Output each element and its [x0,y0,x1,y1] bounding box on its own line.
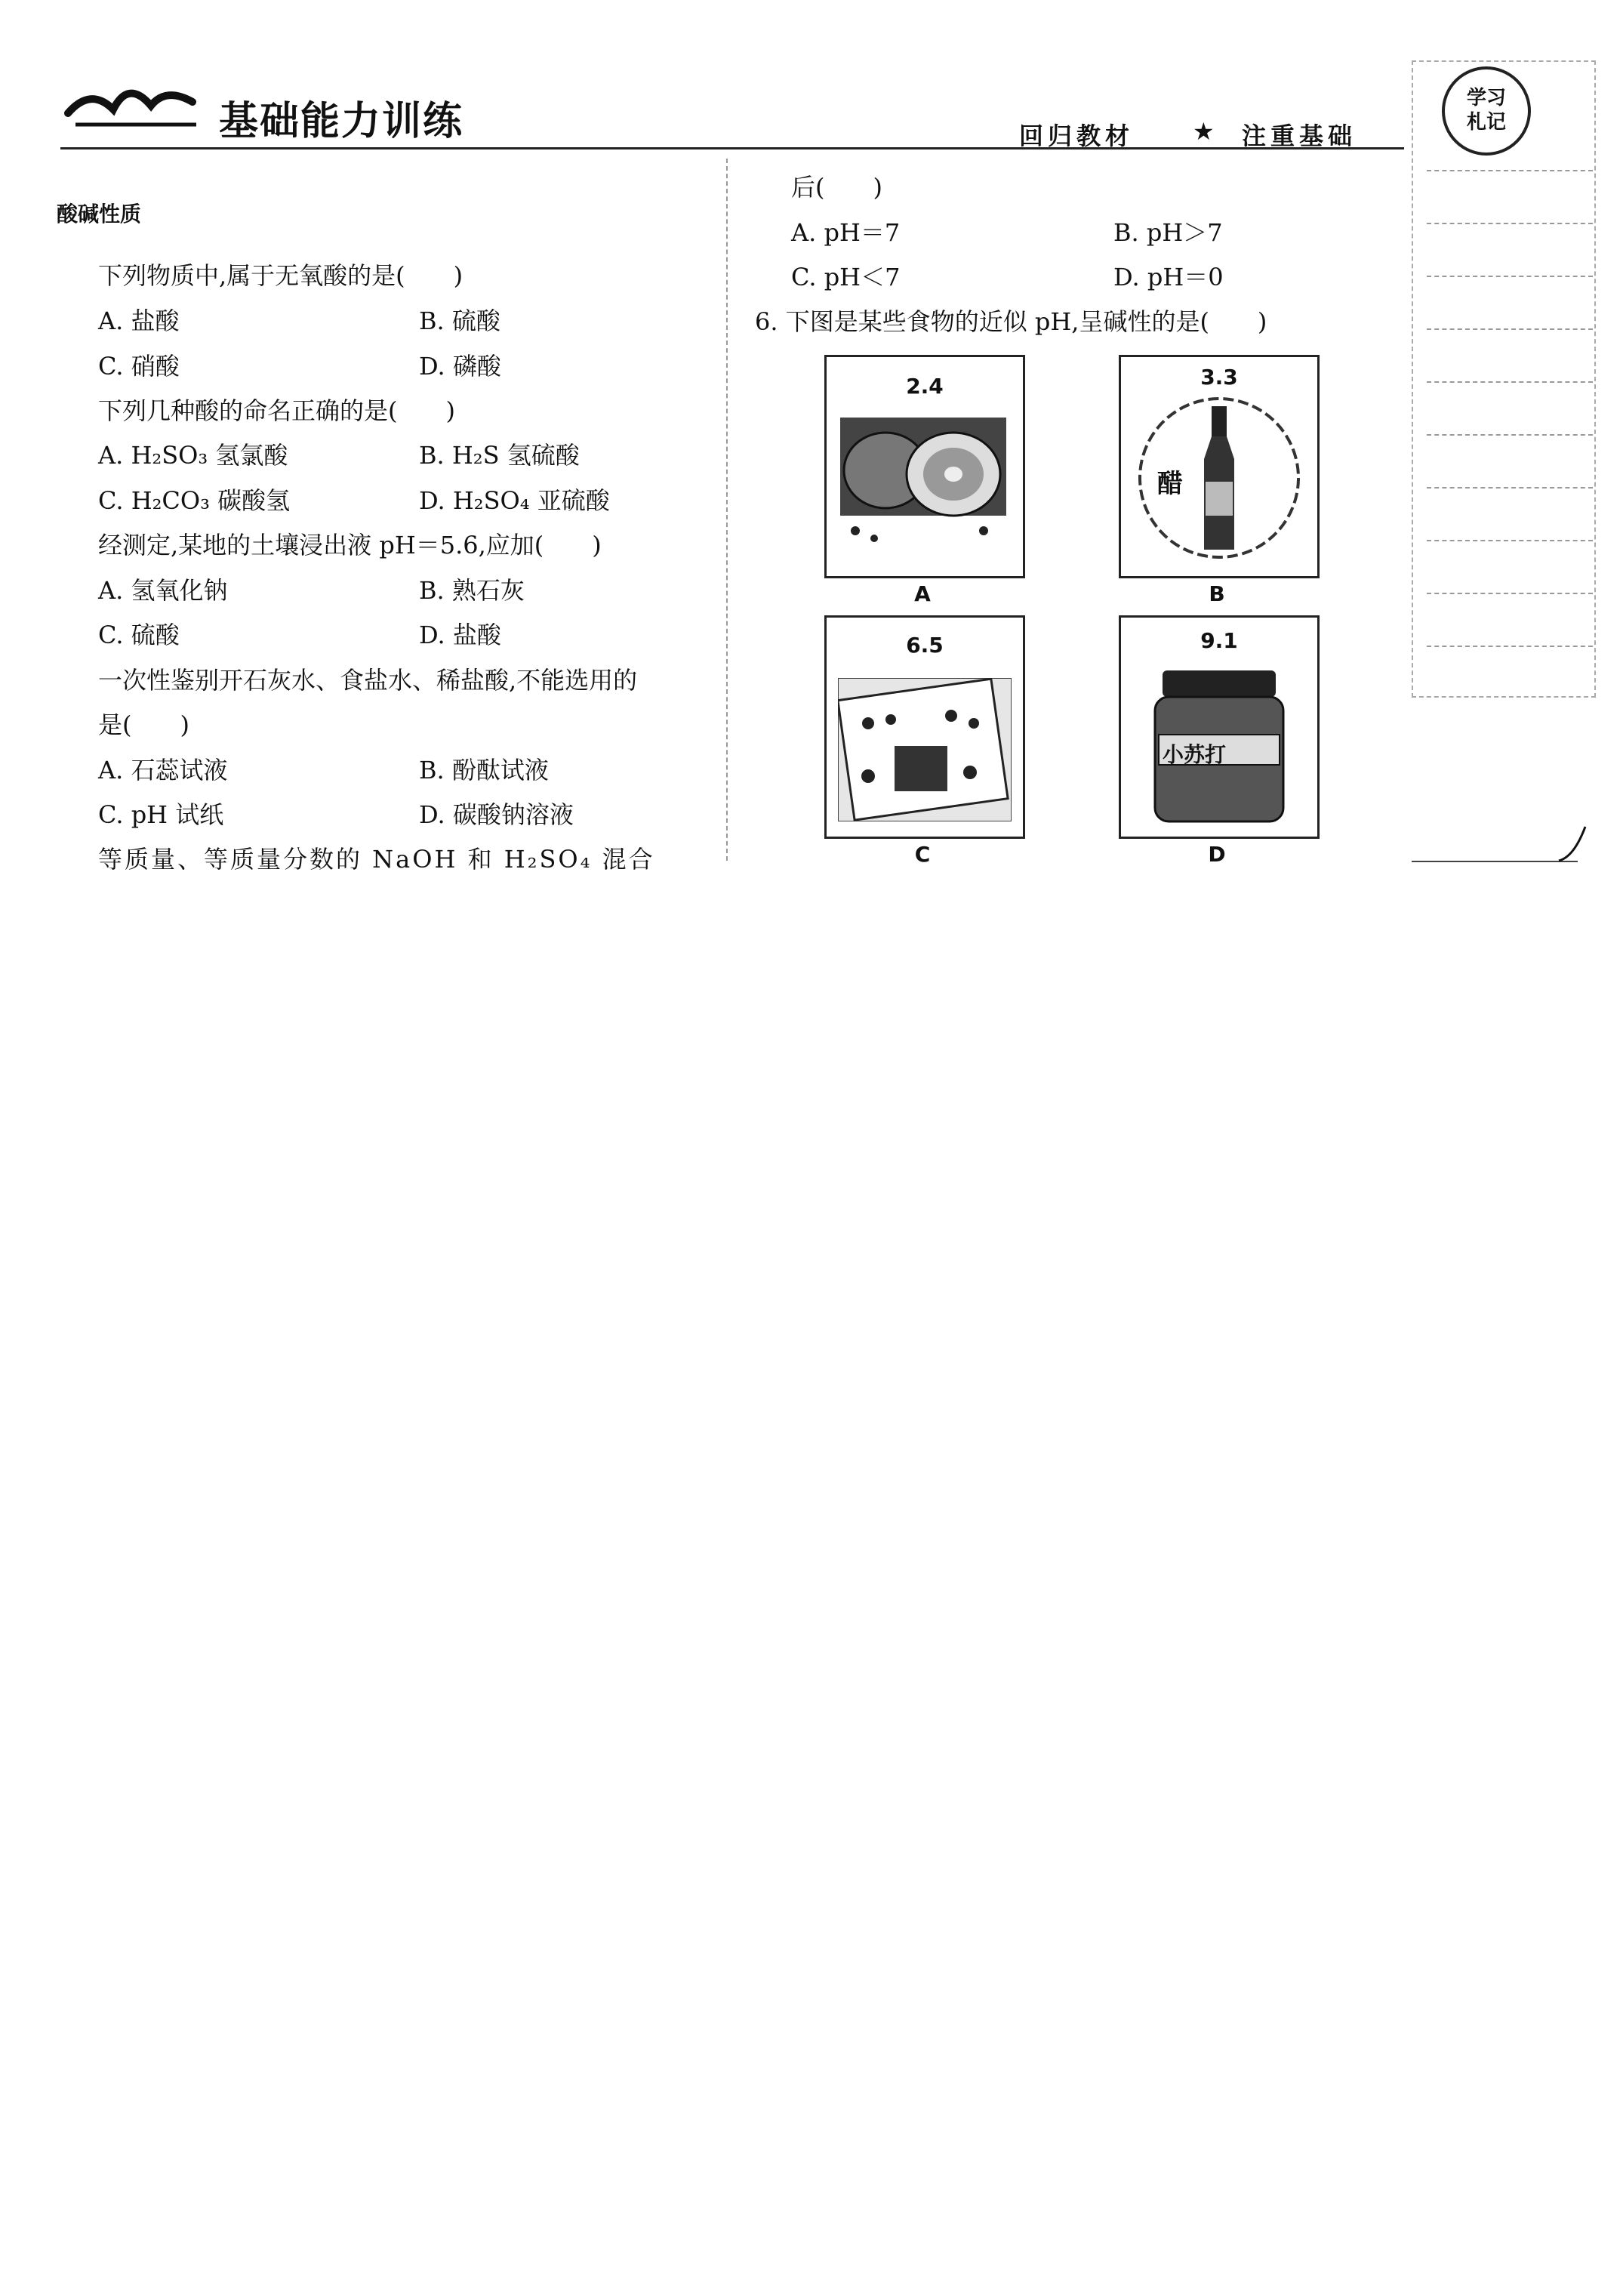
q4-option-a: A. 石蕊试液 [98,756,228,784]
food-d-ph: 9.1 [1200,628,1238,653]
notes-line [1427,540,1593,541]
header-tagline-2: 注重基础 [1242,122,1357,150]
food-c-box [824,615,1025,839]
q3-option-c: C. 硫酸 [98,621,180,649]
food-d-box [1119,615,1320,839]
notes-badge [1442,66,1531,156]
food-b-ph: 3.3 [1200,365,1238,390]
food-d-label: D [1208,842,1226,867]
notes-line [1427,434,1593,436]
q2-option-d: D. H₂SO₄ 亚硫酸 [419,486,610,515]
q4-option-b: B. 酚酞试液 [419,756,549,784]
q4-option-c: C. pH 试纸 [98,800,224,829]
header-tagline-1: 回归教材 [1019,122,1135,150]
question-2: 下列几种酸的命名正确的是( ) [98,396,455,425]
soda-label: 小苏打 [1163,742,1227,767]
q2-option-b: B. H₂S 氢硫酸 [419,441,580,470]
header-title: 基础能力训练 [219,99,464,144]
notes-line [1427,646,1593,647]
food-a-box [824,355,1025,578]
food-a-label: A [914,581,931,606]
section-title: 酸碱性质 [57,202,142,227]
notes-line [1427,487,1593,488]
question-5-cont: 后( ) [791,173,882,202]
brush-logo-icon [60,72,204,132]
q1-option-d: D. 磷酸 [419,352,501,381]
food-b-label: B [1209,581,1225,606]
notes-line [1427,223,1593,224]
question-4: 一次性鉴别开石灰水、食盐水、稀盐酸,不能选用的 [98,666,638,695]
header-rule [60,147,1404,149]
q5-option-d: D. pH＝0 [1113,263,1224,291]
q1-option-b: B. 硫酸 [419,307,500,335]
question-5: 等质量、等质量分数的 NaOH 和 H₂SO₄ 混合 [98,845,655,874]
notes-badge-text: 学习札记 [1466,87,1506,134]
notes-line [1427,276,1593,277]
notes-bottom-rule [1412,861,1578,862]
header-logo [60,72,204,132]
notes-line [1427,593,1593,594]
q5-option-b: B. pH＞7 [1113,218,1223,247]
food-a-ph: 2.4 [906,374,944,399]
q1-option-c: C. 硝酸 [98,352,180,381]
q3-option-a: A. 氢氧化钠 [98,576,228,605]
question-3: 经测定,某地的土壤浸出液 pH＝5.6,应加( ) [98,531,602,559]
q5-option-c: C. pH＜7 [791,263,901,291]
food-c-ph: 6.5 [906,633,944,658]
question-4-cont: 是( ) [98,710,189,739]
q3-option-d: D. 盐酸 [419,621,501,649]
notes-line [1427,381,1593,383]
kiwi-icon [840,418,1006,546]
food-b-box [1119,355,1320,578]
milk-carton-icon [838,678,1012,821]
q3-option-b: B. 熟石灰 [419,576,525,605]
header-star: ★ [1193,117,1219,146]
column-divider [726,159,728,861]
check-mark-icon [1555,823,1593,868]
q2-option-a: A. H₂SO₃ 氢氯酸 [98,441,288,470]
q1-option-a: A. 盐酸 [98,307,180,335]
notes-panel [1412,60,1596,698]
notes-line [1427,328,1593,330]
q4-option-d: D. 碳酸钠溶液 [419,800,574,829]
notes-line [1427,170,1593,171]
question-6: 6. 下图是某些食物的近似 pH,呈碱性的是( ) [755,307,1267,336]
vinegar-label: 醋 [1157,469,1183,499]
food-c-label: C [914,842,931,867]
q5-option-a: A. pH＝7 [791,218,901,247]
q2-option-c: C. H₂CO₃ 碳酸氢 [98,486,291,515]
question-1: 下列物质中,属于无氧酸的是( ) [98,261,463,290]
